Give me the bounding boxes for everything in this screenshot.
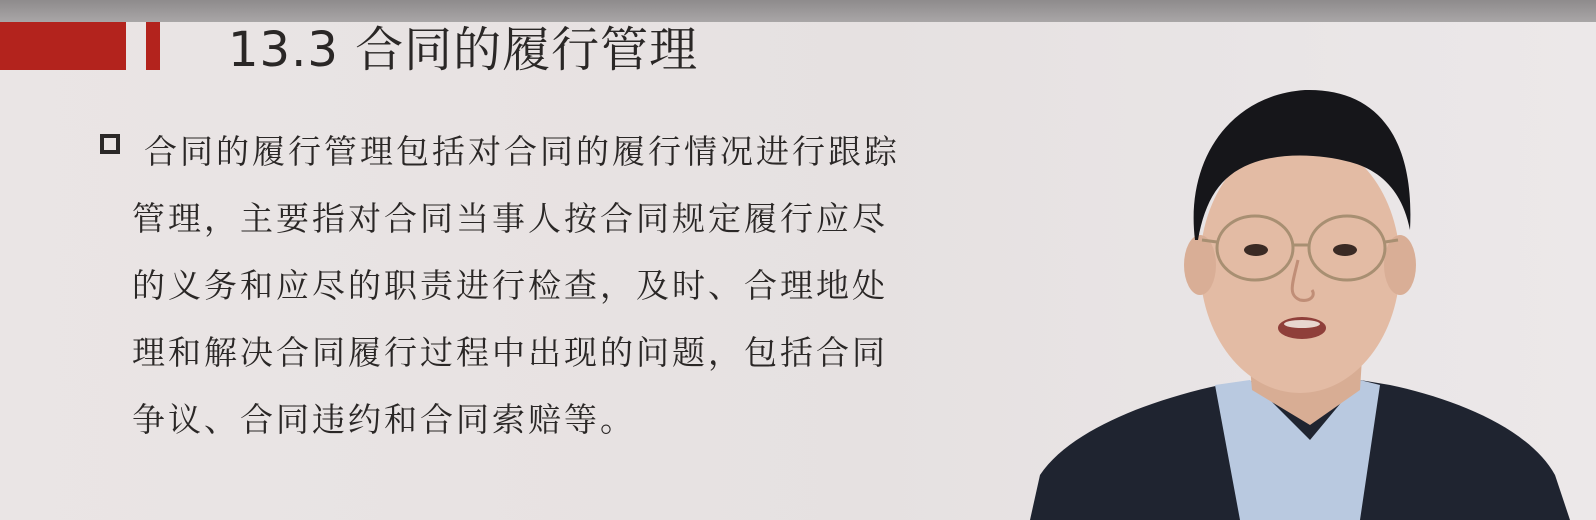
bullet-line: 的义务和应尽的职责进行检查，及时、合理地处 [132, 266, 888, 305]
bullet-square-icon [100, 134, 120, 154]
bullet-line: 合同的履行管理包括对合同的履行情况进行跟踪 [144, 132, 900, 171]
bullet-line: 理和解决合同履行过程中出现的问题，包括合同 [132, 333, 888, 372]
presenter-video [1030, 80, 1570, 520]
top-border-band [0, 0, 1596, 22]
bullet-line: 管理，主要指对合同当事人按合同规定履行应尽 [132, 199, 888, 238]
bullet-line: 争议、合同违约和合同索赔等。 [132, 400, 636, 439]
slide-title: 13.3 合同的履行管理 [228, 22, 699, 78]
title-accent-marker [146, 22, 160, 70]
title-accent-bar [0, 22, 126, 70]
bullet-paragraph [132, 118, 1032, 453]
